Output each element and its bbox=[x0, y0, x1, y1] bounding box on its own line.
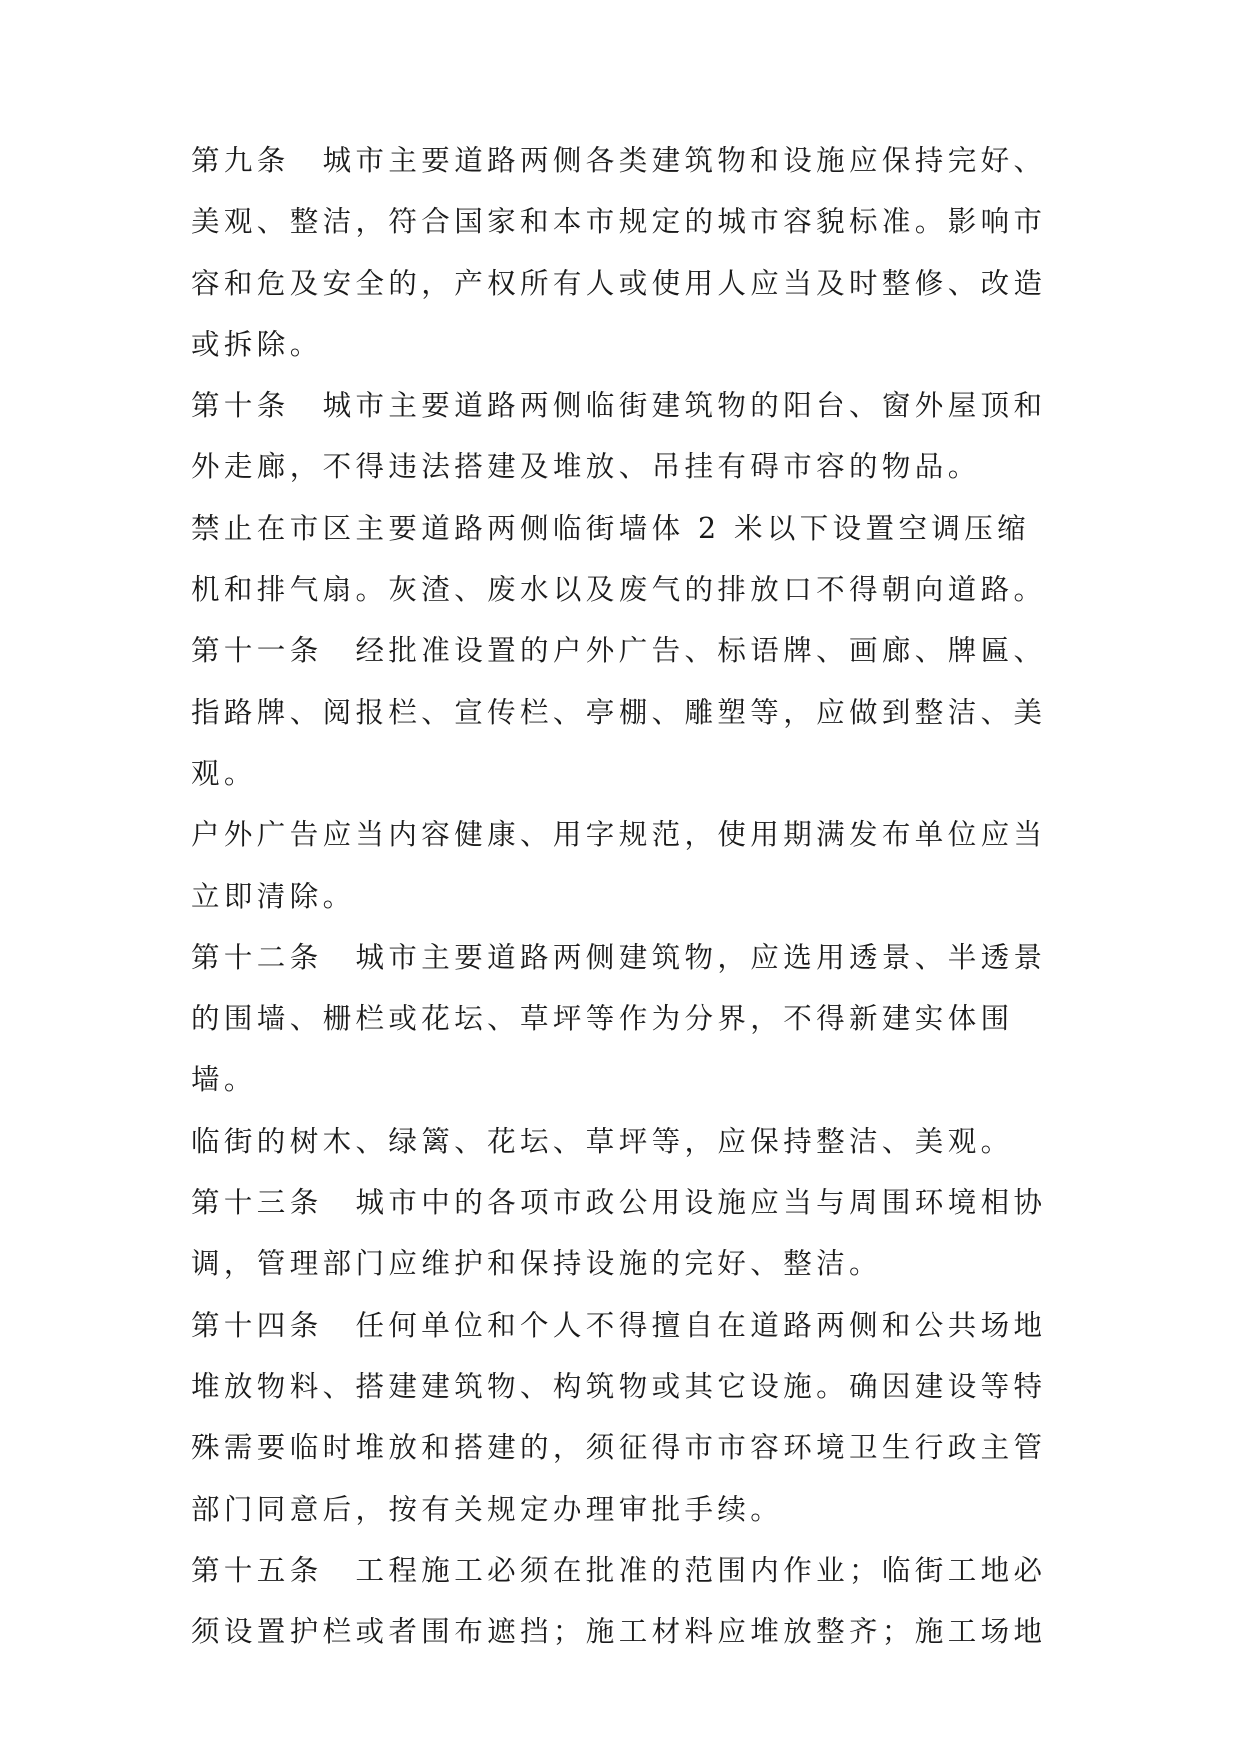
article-12-paragraph: 第十二条 城市主要道路两侧建筑物，应选用透景、半透景的围墙、栅栏或花坛、草坪等作为分界，不得新建实体围墙。 bbox=[191, 940, 1047, 1097]
article-9-paragraph: 第九条 城市主要道路两侧各类建筑物和设施应保持完好、美观、整洁，符合国家和本市规定的城市容貌标准。影响市容和危及安全的，产权所有人或使用人应当及时整修、改造或拆除。 bbox=[191, 144, 1047, 361]
document-body bbox=[191, 130, 1061, 1662]
article-14-paragraph: 第十四条 任何单位和个人不得擅自在道路两侧和公共场地堆放物料、搭建建筑物、构筑物或其它设施。确因建设等特殊需要临时堆放和搭建的，须征得市市容环境卫生行政主管部门同意后，按有关规定办理审批手续。 bbox=[191, 1308, 1047, 1526]
article-10-paragraph: 第十条 城市主要道路两侧临街建筑物的阳台、窗外屋顶和外走廊，不得违法搭建及堆放、吊挂有碍市容的物品。 bbox=[191, 389, 1047, 484]
article-12-clause-2-paragraph: 临街的树木、绿篱、花坛、草坪等，应保持整洁、美观。 bbox=[191, 1124, 1014, 1158]
article-11-clause-2-paragraph: 户外广告应当内容健康、用字规范，使用期满发布单位应当立即清除。 bbox=[191, 818, 1047, 913]
article-13-paragraph: 第十三条 城市中的各项市政公用设施应当与周围环境相协调，管理部门应维护和保持设施的完好、整洁。 bbox=[191, 1186, 1047, 1281]
article-11-paragraph: 第十一条 经批准设置的户外广告、标语牌、画廊、牌匾、指路牌、阅报栏、宣传栏、亭棚、雕塑等，应做到整洁、美观。 bbox=[191, 634, 1047, 790]
article-15-paragraph: 第十五条 工程施工必须在批准的范围内作业；临街工地必须设置护栏或者围布遮挡；施工材料应堆放整齐；施工场地 bbox=[191, 1553, 1047, 1649]
article-10-clause-2-paragraph: 禁止在市区主要道路两侧临街墙体 2 米以下设置空调压缩机和排气扇。灰渣、废水以及废气的排放口不得朝向道路。 bbox=[191, 511, 1047, 607]
